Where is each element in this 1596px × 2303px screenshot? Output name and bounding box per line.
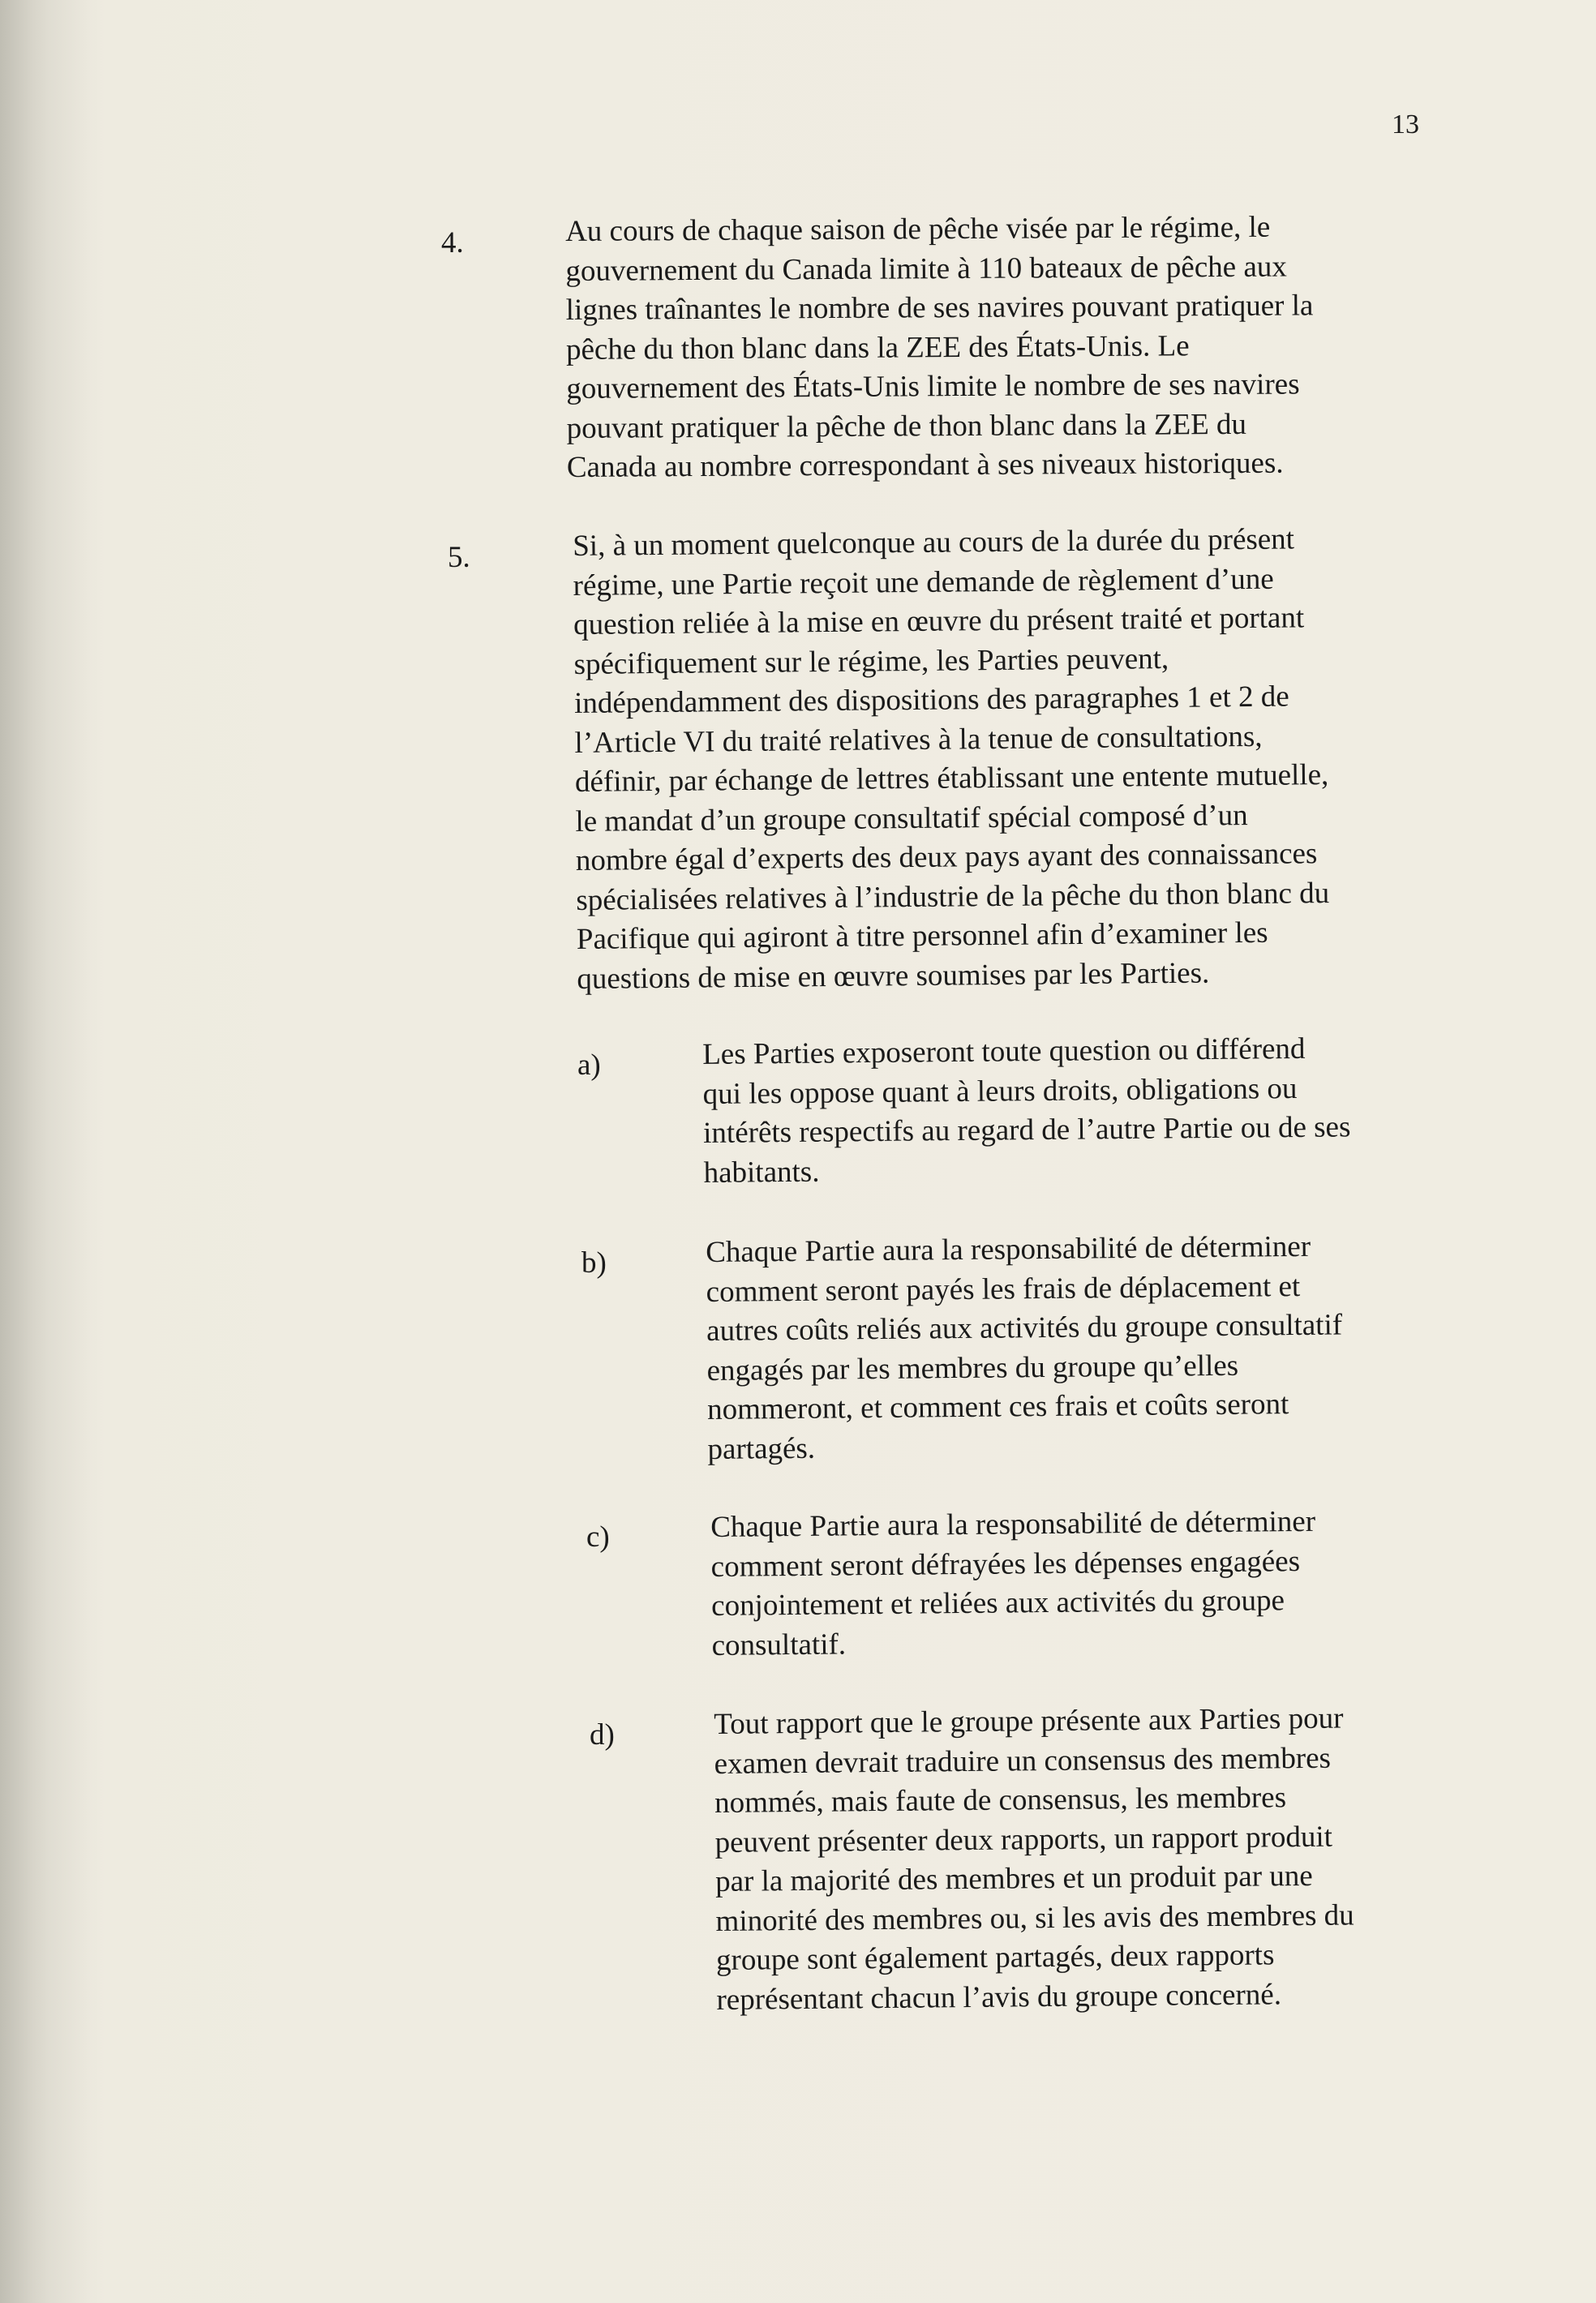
page-number: 13 bbox=[1392, 109, 1419, 139]
subitem-c-label: c) bbox=[586, 1520, 610, 1554]
subitem-a-text bbox=[702, 1029, 1351, 1193]
text-line: examen devrait traduire un consensus des membres bbox=[714, 1741, 1332, 1781]
subitem-d-text bbox=[714, 1699, 1355, 2020]
text-line: minorité des membres ou, si les avis des membres du bbox=[715, 1898, 1354, 1938]
text-line: spécifiquement sur le régime, les Parties peuvent, bbox=[573, 641, 1169, 681]
paragraph-4-text bbox=[565, 208, 1315, 487]
text-line: Au cours de chaque saison de pêche visée par le régime, le bbox=[565, 210, 1271, 248]
subitem-d-label: d) bbox=[590, 1718, 615, 1752]
text-line: le mandat d’un groupe consultatif spécial composé d’un bbox=[575, 798, 1248, 838]
text-line: Tout rapport que le groupe présente aux Parties pour bbox=[714, 1701, 1344, 1741]
binding-gutter-shadow bbox=[0, 0, 105, 2303]
text-line: comment seront défrayées les dépenses engagées bbox=[710, 1544, 1301, 1584]
paragraph-5-number: 5. bbox=[448, 541, 470, 574]
text-line: pouvant pratiquer la pêche de thon blanc dans la ZEE du bbox=[566, 407, 1247, 445]
text-line: Chaque Partie aura la responsabilité de déterminer bbox=[706, 1229, 1311, 1269]
text-line: engagés par les membres du groupe qu’elles bbox=[706, 1349, 1239, 1387]
text-line: régime, une Partie reçoit une demande de règlement d’une bbox=[573, 562, 1274, 603]
text-line: groupe sont également partagés, deux rapports bbox=[715, 1938, 1275, 1977]
subitem-b-label: b) bbox=[581, 1246, 607, 1280]
subitem-b-text bbox=[706, 1227, 1344, 1469]
paragraph-5-text bbox=[573, 520, 1331, 999]
text-line: Les Parties exposeront toute question ou différend bbox=[702, 1031, 1306, 1071]
text-line: conjointement et reliées aux activités du groupe bbox=[710, 1584, 1285, 1623]
text-line: gouvernement des États-Unis limite le nombre de ses navires bbox=[566, 367, 1300, 405]
text-line: nommés, mais faute de consensus, les membres bbox=[714, 1781, 1287, 1820]
text-line: consultatif. bbox=[711, 1627, 847, 1662]
text-line: habitants. bbox=[703, 1155, 820, 1190]
text-line: questions de mise en œuvre soumises par les Parties. bbox=[577, 955, 1210, 996]
text-line: nommeront, et comment ces frais et coûts seront bbox=[706, 1387, 1289, 1426]
subitem-c-text bbox=[710, 1503, 1317, 1666]
subitem-a-label: a) bbox=[577, 1049, 601, 1082]
paragraph-4-number: 4. bbox=[441, 226, 464, 259]
text-line: intérêts respectifs au regard de l’autre Partie ou de ses bbox=[702, 1110, 1351, 1150]
text-line: question reliée à la mise en œuvre du présent traité et portant bbox=[573, 601, 1305, 641]
text-line: partagés. bbox=[707, 1431, 816, 1466]
text-line: lignes traînantes le nombre de ses navires pouvant pratiquer la bbox=[565, 289, 1314, 327]
text-line: Canada au nombre correspondant à ses niveaux historiques. bbox=[566, 446, 1284, 484]
text-line: autres coûts reliés aux activités du groupe consultatif bbox=[706, 1308, 1343, 1348]
text-line: comment seront payés les frais de déplacement et bbox=[706, 1269, 1301, 1309]
text-line: Si, à un moment quelconque au cours de la durée du présent bbox=[573, 522, 1295, 563]
text-line: par la majorité des membres et un produit par une bbox=[714, 1859, 1313, 1898]
text-line: peuvent présenter deux rapports, un rapport produit bbox=[714, 1820, 1333, 1859]
text-line: gouvernement du Canada limite à 110 bateaux de pêche aux bbox=[565, 250, 1287, 288]
text-line: représentant chacun l’avis du groupe concerné. bbox=[716, 1977, 1282, 2017]
text-line: qui les oppose quant à leurs droits, obligations ou bbox=[702, 1071, 1298, 1111]
text-line: pêche du thon blanc dans la ZEE des États-Unis. Le bbox=[565, 328, 1190, 367]
text-line: Chaque Partie aura la responsabilité de déterminer bbox=[710, 1504, 1316, 1544]
text-line: nombre égal d’experts des deux pays ayant des connaissances bbox=[575, 837, 1318, 877]
text-line: Pacifique qui agiront à titre personnel afin d’examiner les bbox=[576, 916, 1268, 956]
text-line: indépendamment des dispositions des paragraphes 1 et 2 de bbox=[573, 680, 1289, 720]
text-line: spécialisées relatives à l’industrie de la pêche du thon blanc du bbox=[576, 876, 1330, 917]
text-line: définir, par échange de lettres établissant une entente mutuelle, bbox=[574, 758, 1329, 799]
text-line: l’Article VI du traité relatives à la tenue de consultations, bbox=[574, 719, 1263, 760]
